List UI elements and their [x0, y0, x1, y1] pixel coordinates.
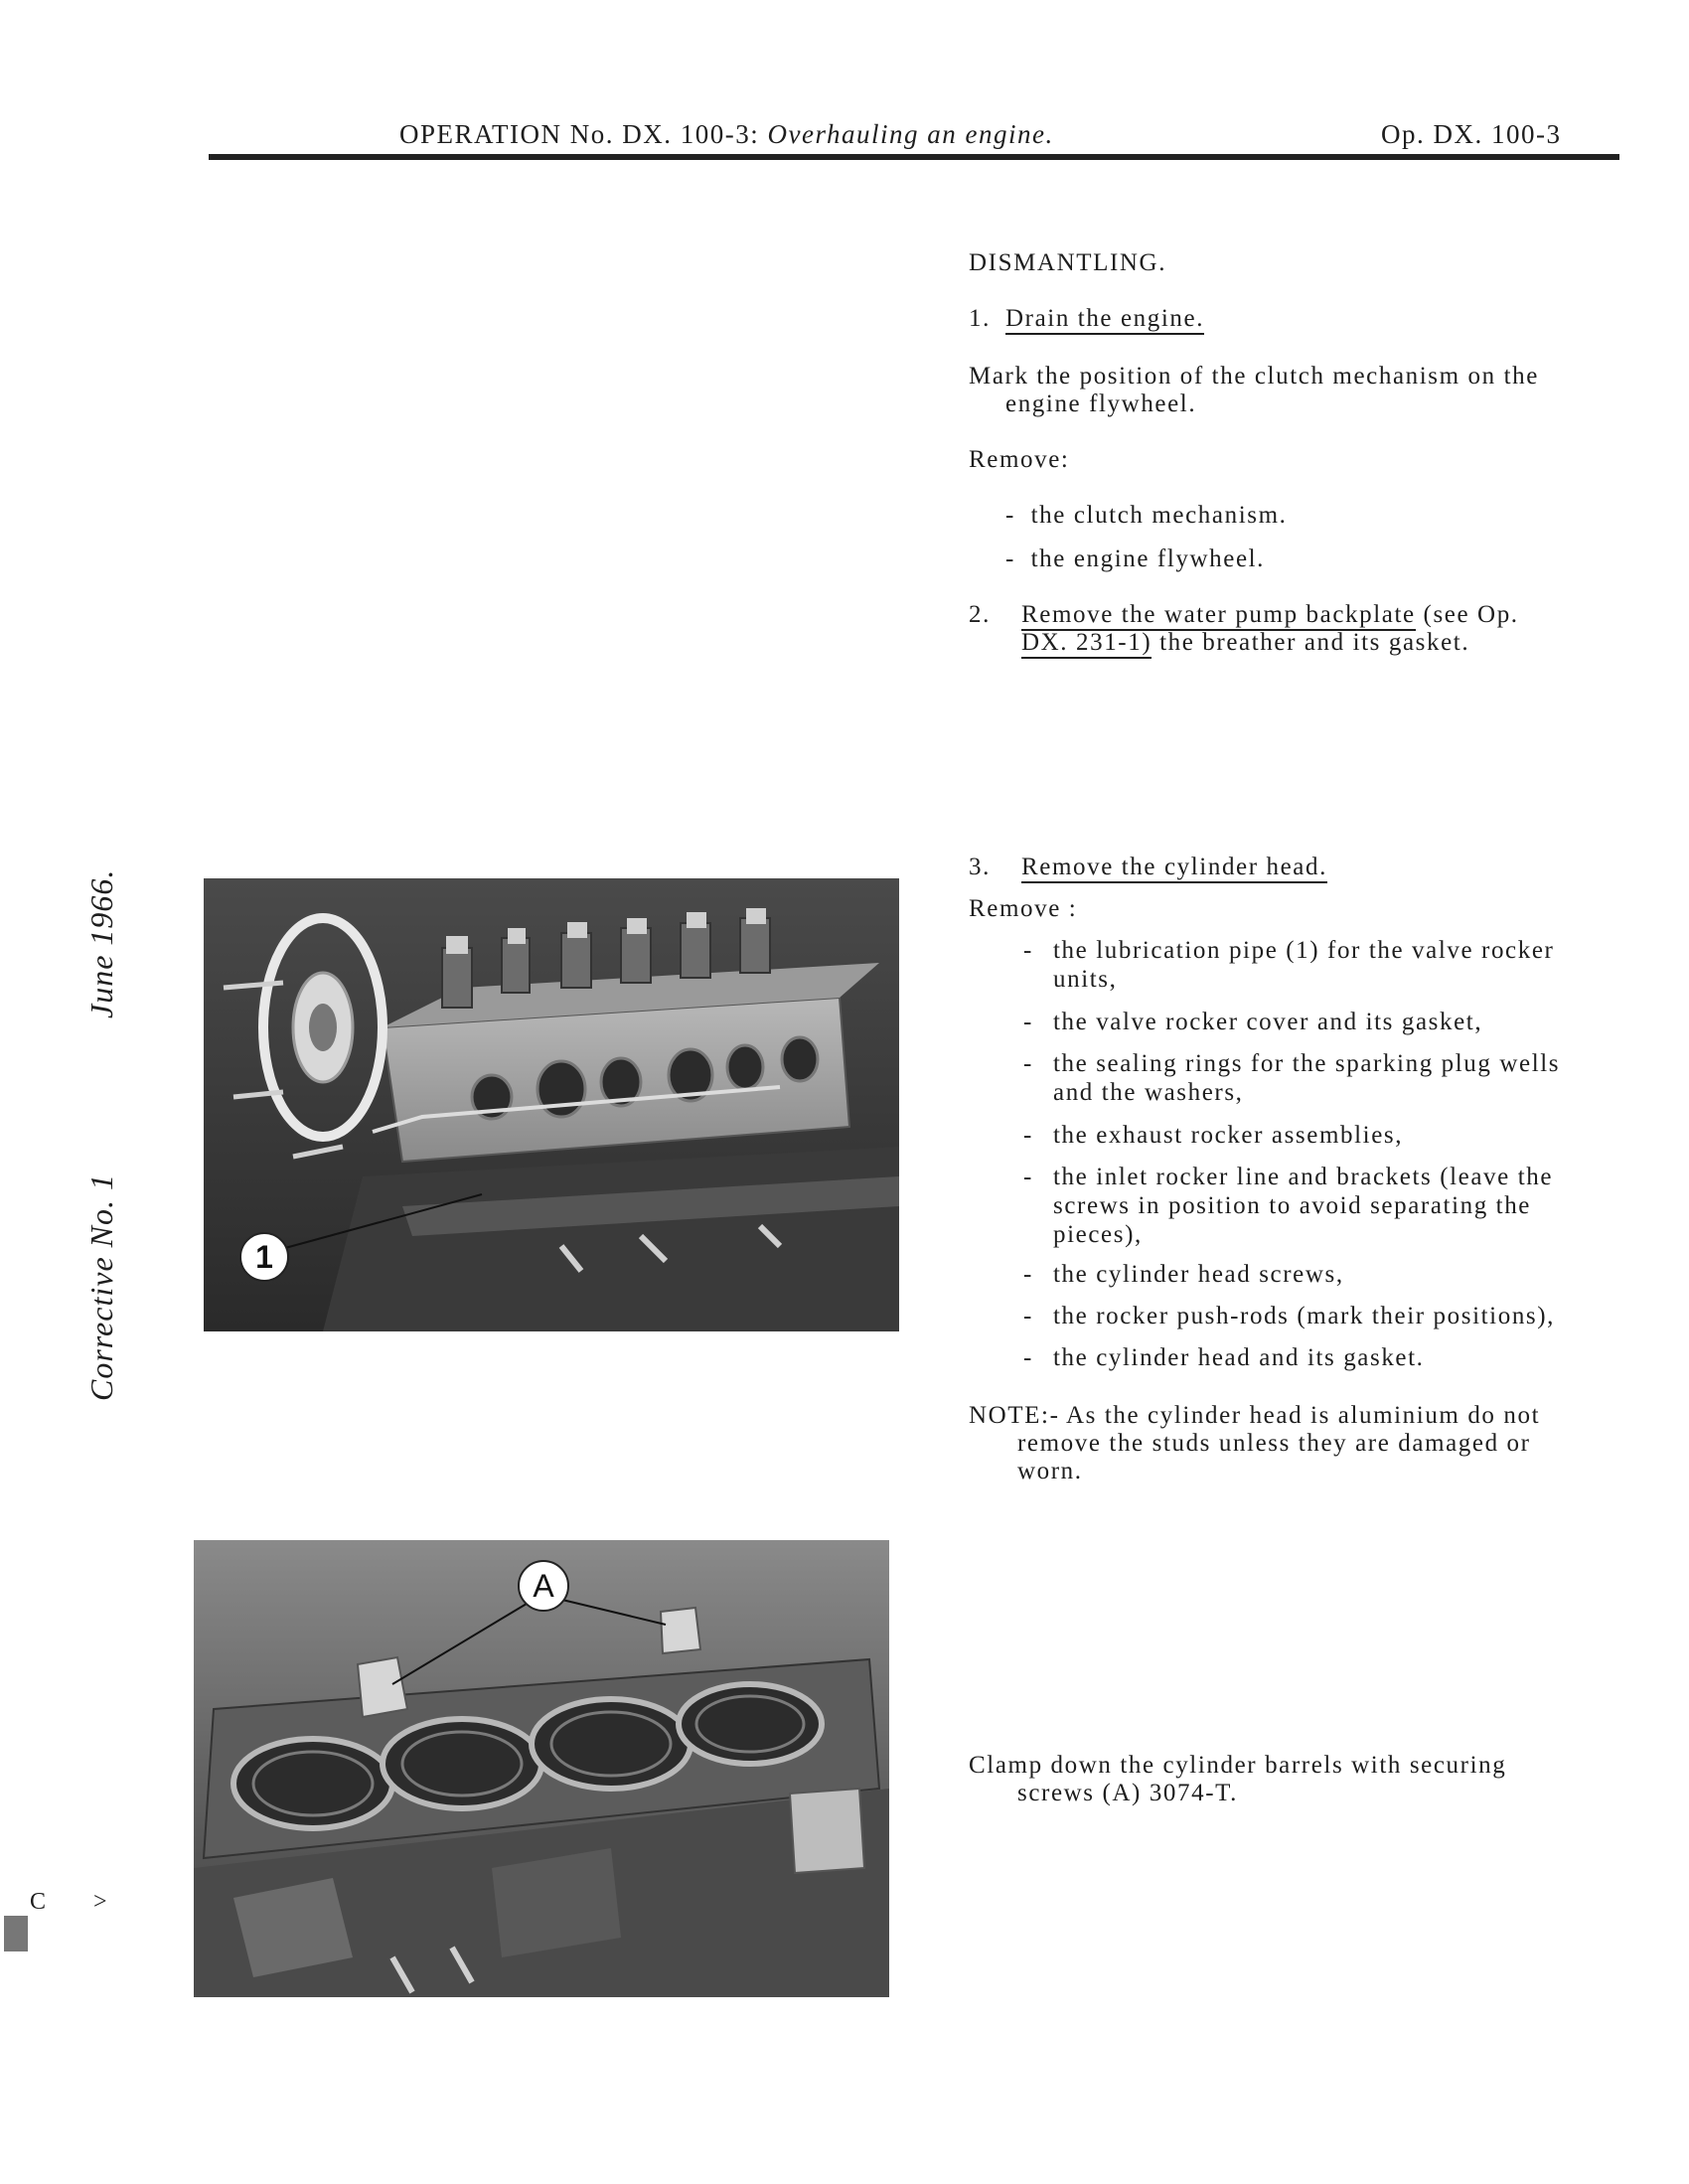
list-item: - the engine flywheel.	[1005, 546, 1266, 572]
margin-bar	[4, 1916, 28, 1951]
side-date: June 1966.	[83, 868, 119, 1018]
list-item: -	[1023, 1122, 1033, 1149]
list-item-text: the inlet rocker line and brackets (leave the screws in position to avoid separating the pieces),	[1053, 1164, 1554, 1248]
list-item: -	[1023, 1344, 1033, 1371]
remove-label-1: Remove:	[969, 446, 1070, 473]
cylinder-barrels-photo	[194, 1540, 889, 1997]
step2-number: 2.	[969, 601, 991, 628]
margin-glyph: >	[93, 1889, 109, 1915]
list-item: - the clutch mechanism.	[1005, 502, 1288, 529]
list-item-text: the rocker push-rods (mark their positions),	[1053, 1303, 1556, 1329]
step2-line1: Remove the water pump backplate (see Op.	[1021, 600, 1519, 629]
operation-number: OPERATION No. DX. 100-3:	[399, 119, 760, 149]
list-item-text: the lubrication pipe (1) for the valve rocker units,	[1053, 937, 1555, 993]
clamp-line2: screws (A) 3074-T.	[1017, 1780, 1239, 1806]
list-item: -	[1023, 1164, 1033, 1190]
step1-number: 1.	[969, 305, 991, 332]
callout-a-label: A	[518, 1560, 569, 1612]
list-item: -	[1023, 1009, 1033, 1035]
list-item-text: the valve rocker cover and its gasket,	[1053, 1009, 1483, 1035]
header-rule	[209, 154, 1619, 160]
note-line1: NOTE:- As the cylinder head is aluminium do not	[969, 1402, 1541, 1429]
remove-label-3: Remove :	[969, 895, 1078, 922]
operation-ref: Op. DX. 100-3	[1381, 119, 1562, 149]
list-item: -	[1023, 1261, 1033, 1288]
page-header-operation	[399, 119, 1054, 150]
list-item-text: the sealing rings for the sparking plug wells and the washers,	[1053, 1050, 1561, 1106]
operation-title: Overhauling an engine.	[767, 119, 1054, 149]
step3-number: 3.	[969, 854, 991, 880]
list-item-text: the cylinder head screws,	[1053, 1261, 1344, 1288]
mark-instruction-line2: engine flywheel.	[1005, 390, 1197, 417]
list-item: -	[1023, 937, 1033, 964]
list-item-text: the cylinder head and its gasket.	[1053, 1344, 1425, 1371]
section-heading-dismantling: DISMANTLING.	[969, 249, 1167, 276]
note-line2: remove the studs unless they are damaged or	[1017, 1430, 1531, 1457]
step3-title: Remove the cylinder head.	[1021, 853, 1327, 881]
mark-instruction-line1: Mark the position of the clutch mechanism on the	[969, 363, 1539, 390]
cylinder-head-photo	[204, 878, 899, 1331]
side-corrective: Corrective No. 1	[83, 1173, 119, 1401]
callout-1-label: 1	[239, 1232, 289, 1282]
list-item-text: the exhaust rocker assemblies,	[1053, 1122, 1404, 1149]
step2-line2: DX. 231-1) the breather and its gasket.	[1021, 628, 1469, 657]
step1-title: Drain the engine.	[1005, 304, 1204, 333]
cylinder-head-illustration	[204, 878, 899, 1331]
note-line3: worn.	[1017, 1458, 1083, 1484]
list-item: -	[1023, 1303, 1033, 1329]
margin-letter: C	[30, 1889, 48, 1915]
list-item: -	[1023, 1050, 1033, 1077]
clamp-line1: Clamp down the cylinder barrels with securing	[969, 1752, 1507, 1779]
